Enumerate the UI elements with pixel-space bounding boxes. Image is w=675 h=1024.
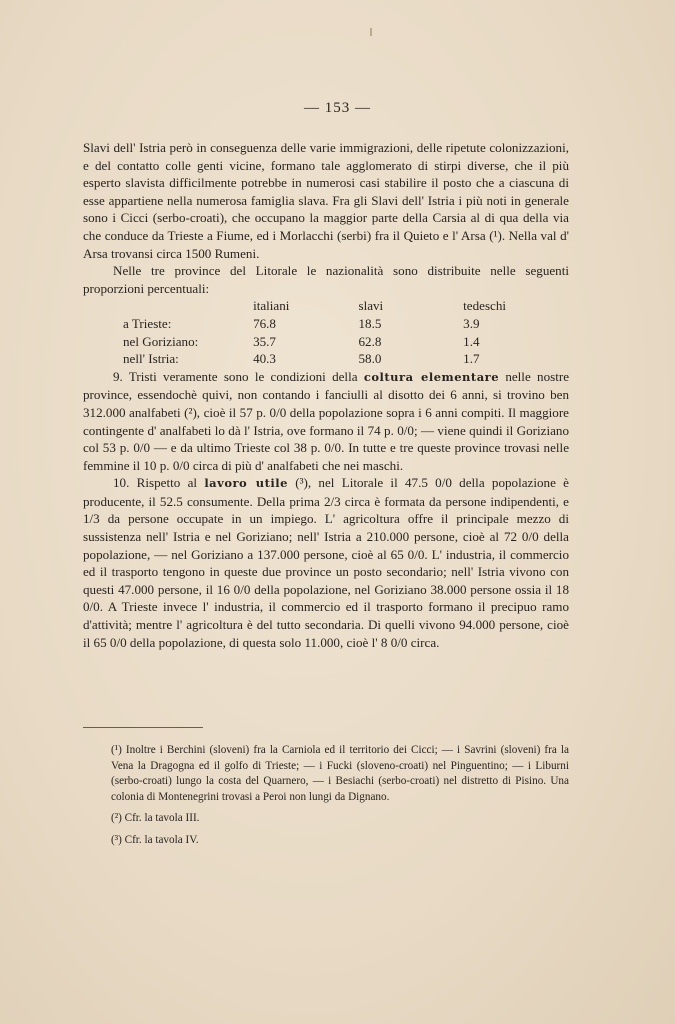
paragraph-10-emphasis: lavoro utile: [204, 476, 288, 491]
table-cell: 62.8: [358, 333, 382, 349]
table-cell: 58.0: [358, 351, 382, 367]
paragraph-1: Slavi dell' Istria però in conseguenza delle varie immigrazioni, delle ripetute colonizzazioni, e del contatto colle genti vicine, formano tale agglomerato di stirpi diverse, che il più esperto slavista difficilmente potrebbe in numerosi casi stabilire il posto che a ciascuna di esse appartiene nella numerosa famiglia slava. Fra gli Slavi dell' Istria i più noti in generale sono i Cicci (serbo-croati), che occupano la maggior parte della Carsia al di qua della via che conduce da Trieste a Fiume, ed i Morlacchi (serbi) fra il Quieto e l' Arsa (¹). Nella val d' Arsa trovansi circa 1500 Rumeni.: [83, 140, 569, 261]
table-row-label: nell' Istria:: [123, 351, 179, 367]
table-header-row: [83, 297, 569, 315]
table-cell: 1.4: [463, 333, 480, 349]
table-header: italiani: [253, 298, 290, 314]
table-cell: 40.3: [253, 351, 276, 367]
table-cell: 35.7: [253, 333, 276, 349]
table-row: [83, 333, 569, 351]
table-cell: 76.8: [253, 315, 276, 331]
table-header: slavi: [358, 298, 384, 314]
footnotes: [111, 743, 569, 855]
footnote-2: (²) Cfr. la tavola III.: [111, 812, 200, 825]
footnote-divider: [83, 727, 203, 728]
paragraph-10-text: (³), nel Litorale il 47.5 0/0 della popolazione è producente, il 52.5 consumente. Della prima 2/3 circa è formata da persone indipendenti, e 1/3 da persone occupate in un impiego. L' agricoltura offre il principale mezzo di sussistenza nell' Istria e nel Goriziano; nell' Istria a 210.000 persone, cioè al 72 0/0 della popolazione, — nel Goriziano a 137.000 persone, cioè al 65 0/0. L' industria, il commercio ed il trasporto tengono in queste due province un posto secondario; nell' Istria vivono con questi 47.000 persone, il 16 0/0 della popolazione, nel Goriziano 38.000 persone ossia il 18 0/0. A Trieste invece l' industria, il commercio ed il trasporto formano il precipuo ramo d'attività; mentre l' agricoltura è del tutto secondaria. Di quelli vivono 94.000 persone, cioè il 65 0/0 della popolazione, di questa solo 11.000, cioè l' 8 0/0 circa.: [83, 475, 569, 650]
table-row: [83, 350, 569, 368]
table-cell: 18.5: [358, 315, 382, 331]
table-cell: 3.9: [463, 315, 480, 331]
paragraph-9-text: nelle nostre province, essendochè quivi, non contando i fanciulli al disotto dei 6 anni, si trovino ben 312.000 analfabeti (²), cioè il 57 p. 0/0 della popolazione sopra i 6 anni compiti. Il maggiore contingente d' analfabeti lo dà l' Istria, ove formano il 74 p. 0/0; — viene quindi il Goriziano col 53 p. 0/0 — e da ultimo Trieste col 38 p. 0/0. In tutte e tre queste province trovasi nelle femmine il 10 p. 0/0 circa di più d' analfabeti che nei maschi.: [83, 368, 570, 473]
table-row-label: nel Goriziano:: [123, 333, 199, 349]
footnote-3: (³) Cfr. la tavola IV.: [111, 833, 199, 846]
page-number: — 153 —: [304, 100, 371, 116]
nationality-table: [83, 297, 569, 367]
paragraph-2: Nelle tre province del Litorale le nazionalità sono distribuite nelle seguenti proporzioni percentuali:: [83, 263, 569, 296]
paragraph-10-lead: 10. Rispetto al: [113, 475, 198, 491]
paragraph-9-lead: 9. Tristi veramente sono le condizioni della: [113, 368, 358, 384]
paper-mark: [370, 28, 372, 36]
table-row-label: a Trieste:: [123, 315, 172, 331]
table-row: [83, 315, 569, 333]
main-text: [83, 139, 569, 651]
paragraph-9-emphasis: coltura elementare: [363, 369, 500, 384]
paragraph-9: [83, 368, 569, 475]
paragraph-10: [83, 474, 569, 651]
footnote-1: (¹) Inoltre i Berchini (sloveni) fra la Carniola ed il territorio dei Cicci; — i Savrini (sloveni) fra la Vena la Dragogna ed il golfo di Trieste; — i Fucki (sloveno-croati) nel Pinguentino; — i Liburni (serbo-croati) lungo la costa del Quarnero, — i Besiachi (serbo-croati) nel distretto di Pisino. Una colonia di Montenegrini trovasi a Peroi non lungi da Dignano.: [111, 744, 569, 803]
table-header: tedeschi: [463, 298, 507, 314]
table-cell: 1.7: [463, 351, 480, 367]
